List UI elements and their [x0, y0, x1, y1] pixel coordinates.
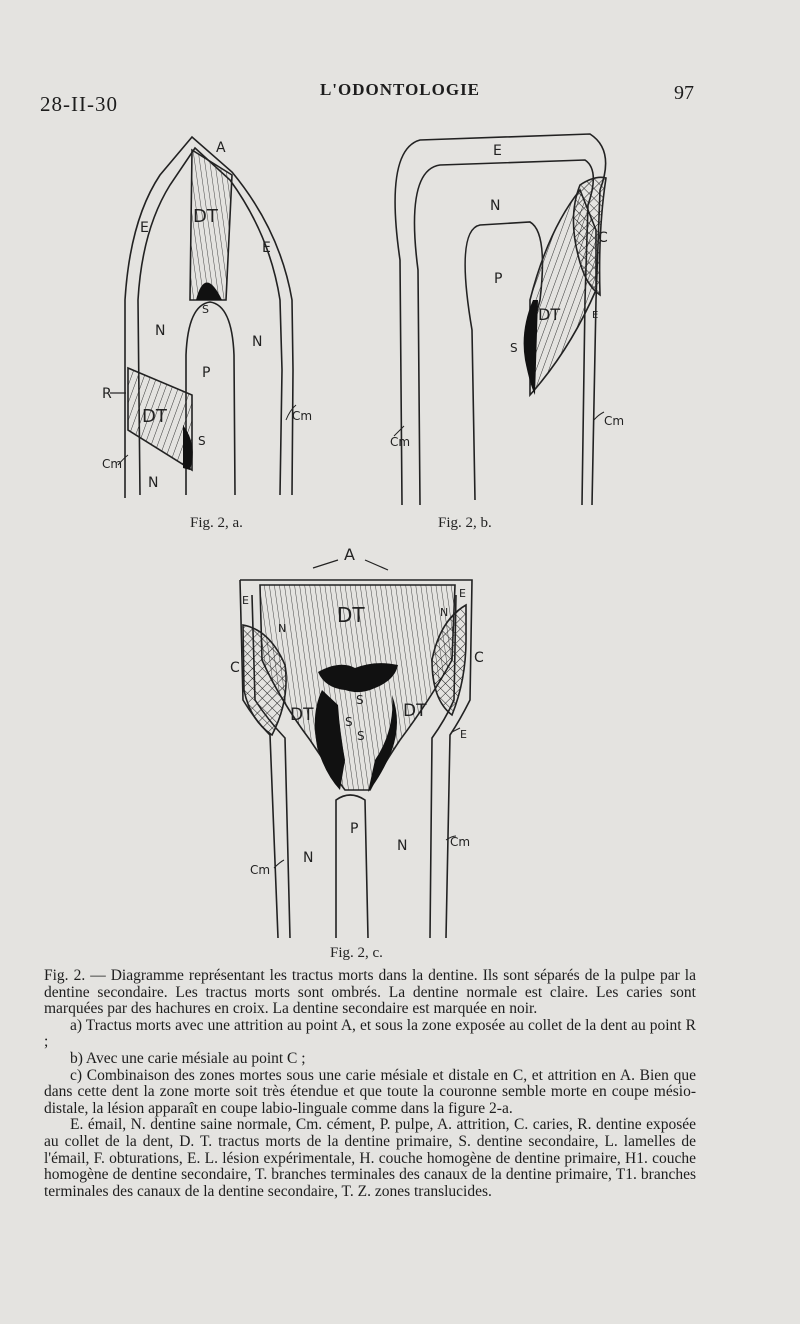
svg-text:DT: DT — [290, 705, 314, 725]
fig-2b-drawing — [394, 134, 606, 505]
handwritten-date: 28-II-30 — [40, 92, 118, 116]
caption-legend: E. émail, N. dentine saine normale, Cm. cément, P. pulpe, A. attrition, C. caries, R. dentine exposée au collet de la dent, D. T. tractus morts de la dentine primaire, S. dentine secondaire, L. lamelles de l'émail, F. obturations, E. L. lésion expérimentale, H. couche homogène de dentine primaire, H1. couche homogène de dentine secondaire, T. branches terminales des canaux de la dentine primaire, T1. branches terminales des canaux de la dentine secondaire, T. Z. zones translucides. — [44, 1116, 696, 1200]
svg-text:N: N — [440, 606, 449, 619]
svg-text:Cm: Cm — [102, 457, 123, 471]
svg-text:S: S — [357, 729, 365, 743]
svg-text:Cm: Cm — [250, 863, 271, 877]
svg-text:DT: DT — [193, 206, 218, 227]
svg-text:E: E — [242, 594, 249, 607]
svg-text:N: N — [397, 838, 408, 854]
svg-text:P: P — [350, 821, 359, 837]
svg-text:P: P — [202, 365, 211, 381]
svg-text:E: E — [460, 728, 467, 741]
svg-text:A: A — [344, 545, 355, 564]
caption-item-c: c) Combinaison des zones mortes sous une carie mésiale et distale en C, et attrition en A. Bien que dans cette dent la zone morte soit très étendue et que toute la couronne semble morte en coupe mésio-distale, la lésion apparaît en coupe labio-linguale comme dans la figure 2-a. — [44, 1066, 696, 1117]
journal-title: L'ODONTOLOGIE — [319, 80, 481, 99]
svg-text:E: E — [262, 240, 271, 256]
caption-item-a: a) Tractus morts avec une attrition au point A, et sous la zone exposée au collet de la dent au point R ; — [44, 1016, 696, 1051]
svg-text:R: R — [102, 386, 112, 402]
svg-text:Fig. 2, b.: Fig. 2, b. — [438, 515, 492, 531]
svg-text:S: S — [198, 434, 206, 448]
svg-text:S: S — [202, 303, 209, 316]
svg-text:N: N — [278, 622, 287, 635]
svg-text:DT: DT — [142, 406, 167, 427]
svg-text:Cm: Cm — [390, 435, 411, 449]
svg-text:Cm: Cm — [604, 414, 625, 428]
svg-text:N: N — [155, 323, 166, 339]
caption-intro: Fig. 2. — Diagramme représentant les tractus morts dans la dentine. Ils sont séparés de la pulpe par la dentine secondaire. Les tractus morts sont ombrés. La dentine normale est claire. Les caries sont marquées par des hachures en croix. La dentine secondaire est marquée en noir. — [44, 967, 696, 1018]
svg-text:DT: DT — [538, 305, 561, 324]
svg-text:DT: DT — [337, 603, 365, 627]
figure-caption — [44, 968, 696, 1200]
svg-text:N: N — [303, 850, 314, 866]
svg-text:P: P — [494, 271, 503, 287]
fig-ab-captions — [190, 515, 492, 531]
svg-text:N: N — [148, 475, 159, 491]
svg-text:S: S — [345, 715, 353, 729]
svg-text:DT: DT — [403, 701, 427, 721]
svg-text:Cm: Cm — [292, 409, 313, 423]
svg-text:E: E — [493, 143, 502, 159]
svg-text:Fig. 2, a.: Fig. 2, a. — [190, 515, 243, 531]
svg-text:A: A — [216, 140, 226, 156]
caption-item-b: b) Avec une carie mésiale au point C ; — [70, 1049, 306, 1067]
svg-text:C: C — [474, 650, 484, 666]
svg-text:E: E — [592, 310, 599, 321]
svg-text:C: C — [230, 660, 240, 676]
svg-text:Cm: Cm — [450, 835, 471, 849]
svg-text:N: N — [252, 334, 263, 350]
svg-text:C: C — [598, 230, 608, 246]
svg-text:N: N — [490, 198, 501, 214]
svg-text:Fig. 2, c.: Fig. 2, c. — [330, 945, 383, 960]
svg-text:S: S — [510, 341, 518, 355]
page-number: 97 — [674, 82, 694, 104]
svg-text:E: E — [140, 220, 149, 236]
svg-text:E: E — [459, 587, 466, 600]
svg-text:S: S — [356, 693, 364, 707]
